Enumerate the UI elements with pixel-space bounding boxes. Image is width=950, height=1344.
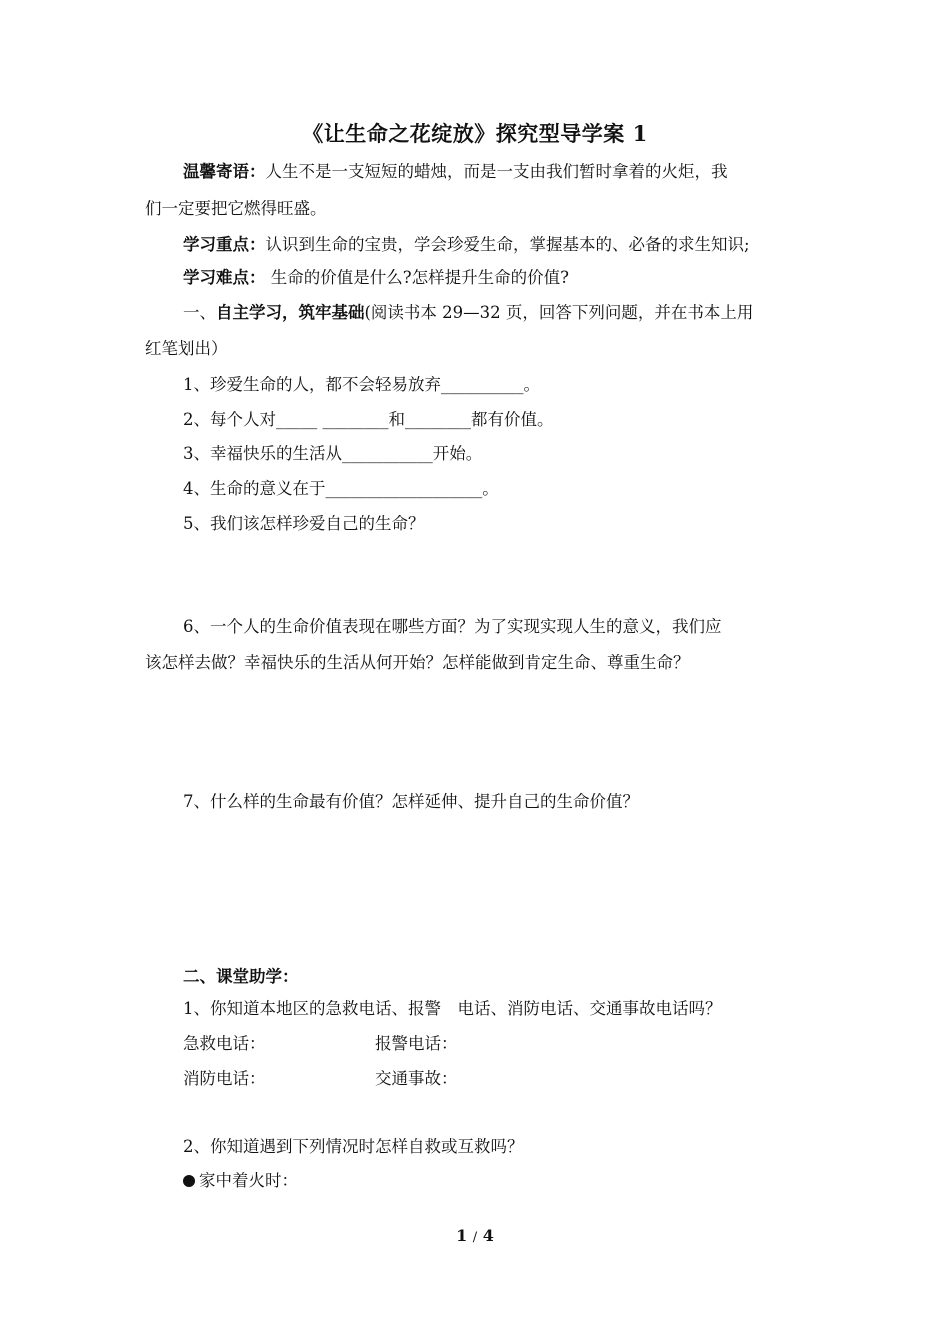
traffic-accident-label: 交通事故：	[375, 1069, 458, 1088]
focus-line	[183, 234, 750, 256]
motto-label: 温馨寄语：	[183, 162, 266, 181]
bullet-item-text: 家中着火时：	[199, 1171, 298, 1190]
motto-line-1	[183, 161, 728, 183]
section2-question-1: 1、你知道本地区的急救电话、报警 电话、消防电话、交通事故电话吗？	[183, 999, 722, 1018]
motto-line-2: 们一定要把它燃得旺盛。	[145, 199, 327, 218]
bullet-dot-icon	[183, 1175, 195, 1187]
question-2: 2、每个人对_____ ________和________都有价值。	[183, 410, 554, 429]
page-number	[0, 1226, 950, 1245]
section1-prefix: 一、	[183, 303, 216, 322]
question-1: 1、珍爱生命的人，都不会轻易放弃__________。	[183, 375, 540, 394]
difficulty-label: 学习难点：	[183, 268, 266, 287]
question-6-line-2: 该怎样去做？幸福快乐的生活从何开始？怎样能做到肯定生命、尊重生命？	[145, 653, 690, 672]
question-4: 4、生命的意义在于___________________。	[183, 479, 499, 498]
emergency-phone-label: 急救电话：	[183, 1034, 266, 1053]
question-7: 7、什么样的生命最有价值？怎样延伸、提升自己的生命价值？	[183, 792, 639, 811]
focus-label: 学习重点：	[183, 235, 266, 254]
section1-note-2: 红笔划出）	[145, 339, 228, 358]
section1-heading: 自主学习，筑牢基础	[216, 303, 365, 322]
document-title: 《让生命之花绽放》探究型导学案 1	[302, 121, 648, 146]
question-5: 5、我们该怎样珍爱自己的生命？	[183, 514, 425, 533]
focus-text: 认识到生命的宝贵，学会珍爱生命，掌握基本的、必备的求生知识;	[265, 235, 750, 254]
fire-phone-label: 消防电话：	[183, 1069, 266, 1088]
page-current: 1	[456, 1226, 468, 1245]
difficulty-line	[183, 267, 569, 289]
page-separator: /	[472, 1230, 478, 1245]
question-3: 3、幸福快乐的生活从___________开始。	[183, 444, 483, 463]
bullet-item-fire	[183, 1170, 298, 1192]
section2-heading: 二、课堂助学：	[183, 967, 299, 986]
section1-note-1: (阅读书本 29—32 页，回答下列问题，并在书本上用	[364, 303, 754, 322]
page-total: 4	[482, 1226, 494, 1245]
section1-heading-line	[183, 302, 753, 324]
section2-question-2: 2、你知道遇到下列情况时怎样自救或互救吗？	[183, 1137, 524, 1156]
question-6-line-1: 6、一个人的生命价值表现在哪些方面？为了实现实现人生的意义，我们应	[183, 617, 722, 636]
police-phone-label: 报警电话：	[375, 1034, 458, 1053]
motto-text-1: 人生不是一支短短的蜡烛，而是一支由我们暂时拿着的火炬，我	[265, 162, 728, 181]
difficulty-text: 生命的价值是什么?怎样提升生命的价值?	[265, 268, 569, 287]
